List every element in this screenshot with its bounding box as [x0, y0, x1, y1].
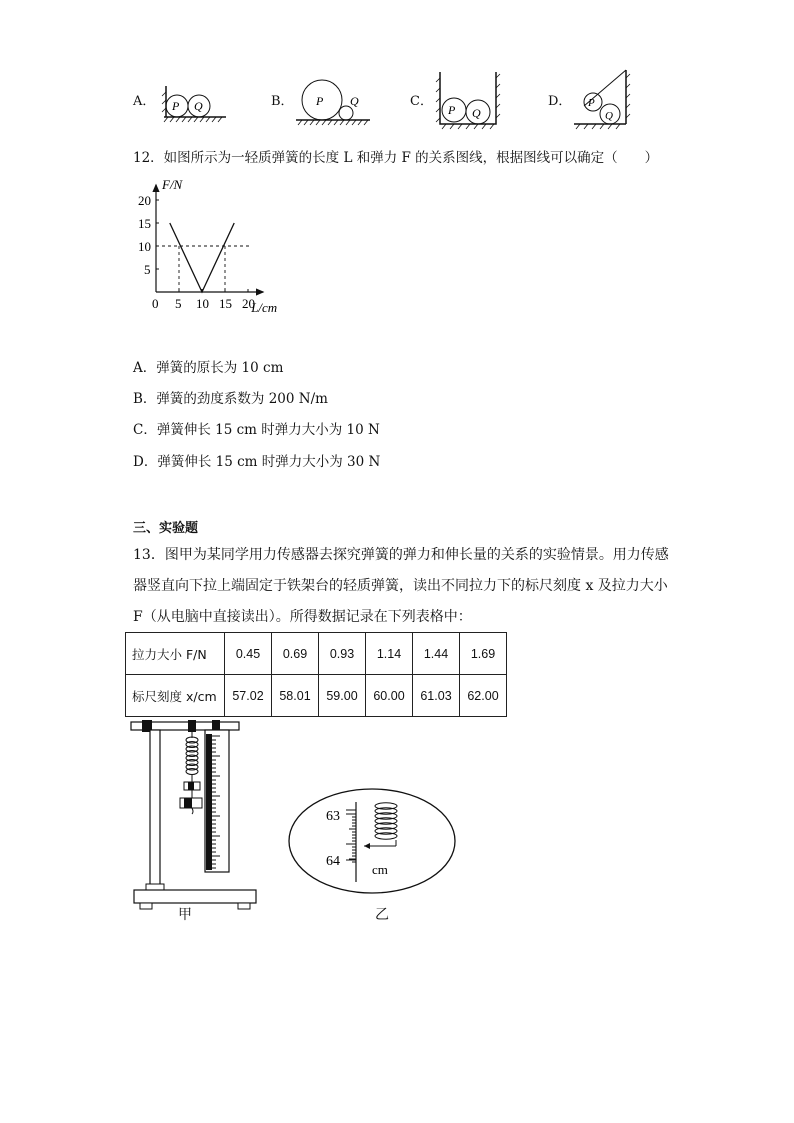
x-tick-label: 5	[175, 296, 182, 311]
scale-label-63: 63	[326, 809, 340, 824]
ball-q-label: Q	[194, 99, 203, 113]
option-b-figure	[290, 70, 375, 128]
table-cell: 58.01	[272, 675, 319, 717]
table-cell: 61.03	[413, 675, 460, 717]
row-label: 拉力大小 F/N	[126, 633, 225, 675]
svg-text:P: P	[448, 103, 456, 117]
option-c-figure	[432, 68, 507, 132]
table-cell: 0.93	[319, 633, 366, 675]
q12-option-a: A．弹簧的原长为 10 cm	[133, 360, 284, 376]
x-axis-label: L/cm	[251, 300, 278, 315]
table-cell: 1.44	[413, 633, 460, 675]
section-heading: 三、实验题	[133, 521, 199, 536]
unit-label: cm	[372, 862, 388, 877]
ball-p-label: P	[172, 99, 180, 113]
q13-stem-line-3: F（从电脑中直接读出）。所得数据记录在下列表格中：	[133, 609, 472, 625]
q13-stem-line-2: 器竖直向下拉上端固定于铁架台的轻质弹簧，读出不同拉力下的标尺刻度 x 及拉力大小	[133, 578, 668, 594]
x-tick-label: 15	[219, 296, 232, 311]
table-cell: 60.00	[366, 675, 413, 717]
svg-text:Q: Q	[605, 110, 613, 122]
q12-option-b: B．弹簧的劲度系数为 200 N/m	[133, 391, 328, 407]
svg-text:P: P	[316, 94, 324, 108]
label-jia: 甲	[178, 907, 192, 923]
x-tick-label: 20	[242, 296, 255, 311]
table-row	[126, 633, 507, 675]
svg-text:Q: Q	[472, 106, 481, 120]
option-d-letter: D．	[548, 94, 572, 109]
svg-text:Q: Q	[350, 94, 359, 108]
figure-yi-zoom	[286, 786, 458, 898]
table-cell: 57.02	[225, 675, 272, 717]
q13-stem-line-1: 13．图甲为某同学用力传感器去探究弹簧的弹力和伸长量的关系的实验情景。用力传感	[133, 547, 669, 563]
label-yi: 乙	[375, 907, 389, 923]
table-cell: 62.00	[460, 675, 507, 717]
option-d-figure	[570, 66, 640, 132]
option-c-letter: C．	[410, 94, 433, 109]
y-tick-label: 10	[138, 239, 151, 254]
table-cell: 0.69	[272, 633, 319, 675]
x-tick-label: 0	[152, 296, 159, 311]
q12-option-d: D．弹簧伸长 15 cm 时弹力大小为 30 N	[133, 454, 381, 470]
scale-label-64: 64	[326, 854, 340, 869]
table-cell: 1.14	[366, 633, 413, 675]
y-axis-label: F/N	[162, 176, 183, 192]
q12-option-c: C．弹簧伸长 15 cm 时弹力大小为 10 N	[133, 422, 380, 438]
q12-chart	[128, 172, 328, 322]
q12-stem: 12．如图所示为一轻质弹簧的长度 L 和弹力 F 的关系图线，根据图线可以确定（ ）	[133, 150, 659, 166]
option-b-letter: B．	[271, 94, 294, 109]
y-tick-label: 20	[138, 193, 151, 208]
table-row	[126, 675, 507, 717]
svg-text:P: P	[588, 97, 595, 109]
table-cell: 1.69	[460, 633, 507, 675]
y-tick-label: 5	[144, 262, 151, 277]
row-label: 标尺刻度 x/cm	[126, 675, 225, 717]
table-cell: 59.00	[319, 675, 366, 717]
figure-jia-apparatus	[128, 716, 268, 916]
series-line	[170, 223, 234, 292]
table-cell: 0.45	[225, 633, 272, 675]
x-tick-label: 10	[196, 296, 209, 311]
spring-coil	[186, 769, 198, 775]
data-table	[125, 632, 507, 717]
y-tick-label: 15	[138, 216, 151, 231]
option-a-letter: A．	[133, 94, 156, 109]
option-a-figure	[160, 80, 230, 125]
